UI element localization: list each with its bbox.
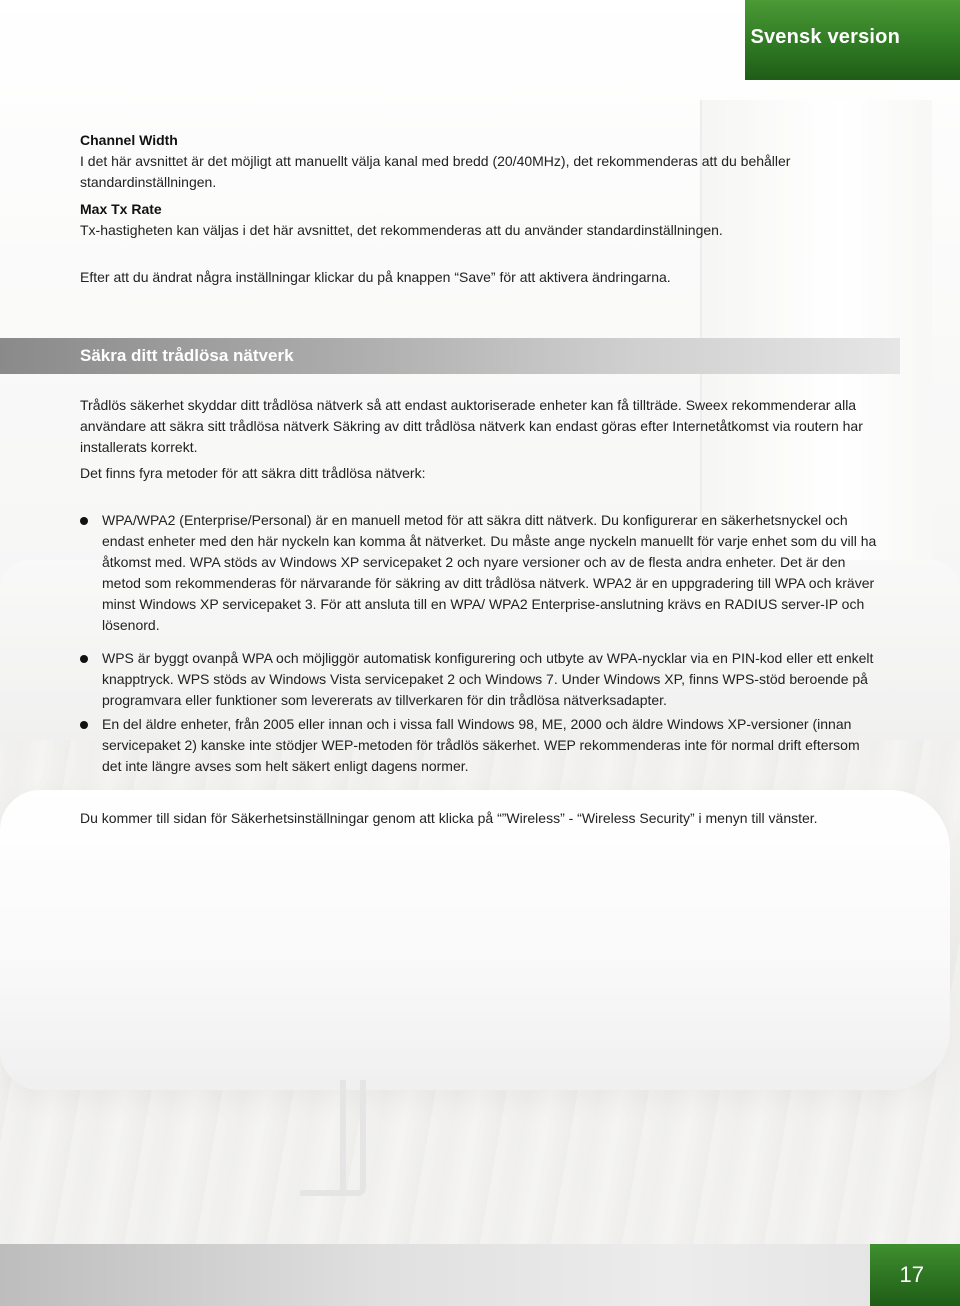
page-number: 17 (899, 1262, 924, 1287)
footer-bar (0, 1244, 960, 1306)
list-item (80, 510, 880, 636)
list-item (80, 714, 880, 777)
section-intro: Trådlös säkerhet skyddar ditt trådlösa nätverk så att endast auktoriserade enheter kan få tillträde. Sweex rekommenderar alla användare att säkra sitt trådlösa nätverk Säkring av ditt trådlösa nätverk kan endast göras efter Internetåtkomst via routern har installerats korrekt. (80, 397, 863, 455)
channel-width-text: I det här avsnittet är det möjligt att manuellt välja kanal med bredd (20/40MHz), det rekommenderas att du behåller standardinställningen. (80, 153, 791, 190)
section-heading-bar (0, 338, 900, 374)
max-tx-rate-block (80, 199, 880, 241)
methods-list (80, 510, 880, 636)
methods-list-2 (80, 648, 880, 777)
bullet-text: (Enterprise/Personal) är en manuell metod för att säkra ditt nätverk. Du konfigurerar en säkerhetsnyckel och endast enheter med den här nyckeln kan komma åt nätverket. Du måste ange nyckeln manuellt för varje enhet som du vill ha åtkomst med. WPA stöds av Windows XP servicepaket 2 och nyare versioner och av de flesta andra enheter. Det är den metod som rekommenderas för närvarande för säkring av ditt trådlösa nätverk. WPA2 är en uppgradering till WPA och kräver minst Windows XP servicepaket 3. För att ansluta till en WPA/ WPA2 Enterprise-anslutning krävs en RADIUS server-IP och lösenord. (102, 512, 877, 633)
bullet-text: En del äldre enheter, från 2005 eller innan och i vissa fall Windows 98, ME, 2000 och äldre Windows XP-versioner (innan servicepaket 2) kanske inte stödjer WEP-metoden för trådlös säkerhet. WEP rekommenderas inte för normal drift eftersom det inte längre avses som helt säkert enligt dagens normer. (102, 716, 860, 774)
channel-width-title: Channel Width (80, 132, 178, 148)
language-tab (745, 0, 960, 80)
header-bar (0, 0, 960, 80)
bullet-text: är byggt ovanpå WPA och möjliggör automatisk konfigurering och utbyte av WPA-nycklar via en PIN-kod eller ett enkelt knapptryck. WPS stöds av Windows Vista servicepaket 2 och Windows 7. Under Windows XP, finns WPS-stöd beroende på programvara eller funktioner som levererats av tillverkaren för din trådlösa nätverksadapter. (102, 650, 874, 708)
bullet-icon (80, 721, 88, 729)
bullet-icon (80, 517, 88, 525)
channel-width-block (80, 130, 880, 193)
max-tx-rate-title: Max Tx Rate (80, 201, 162, 217)
max-tx-rate-text: Tx-hastigheten kan väljas i det här avsnittet, det rekommenderas att du använder standardinställningen. (80, 222, 723, 238)
closing-text: Du kommer till sidan för Säkerhetsinställningar genom att klicka på “”Wireless” - “Wireless Security” i menyn till vänster. (80, 810, 818, 826)
methods-intro: Det finns fyra metoder för att säkra ditt trådlösa nätverk: (80, 465, 426, 481)
bullet-icon (80, 655, 88, 663)
bullet-term: WPS (102, 650, 134, 666)
language-label: Svensk version (750, 26, 900, 48)
list-item (80, 648, 880, 711)
bullet-term: WPA/WPA2 (102, 512, 176, 528)
page-number-tab (870, 1244, 960, 1306)
section-title: Säkra ditt trådlösa nätverk (80, 346, 294, 365)
after-change-text: Efter att du ändrat några inställningar klickar du på knappen “Save” för att aktivera ändringarna. (80, 269, 671, 285)
